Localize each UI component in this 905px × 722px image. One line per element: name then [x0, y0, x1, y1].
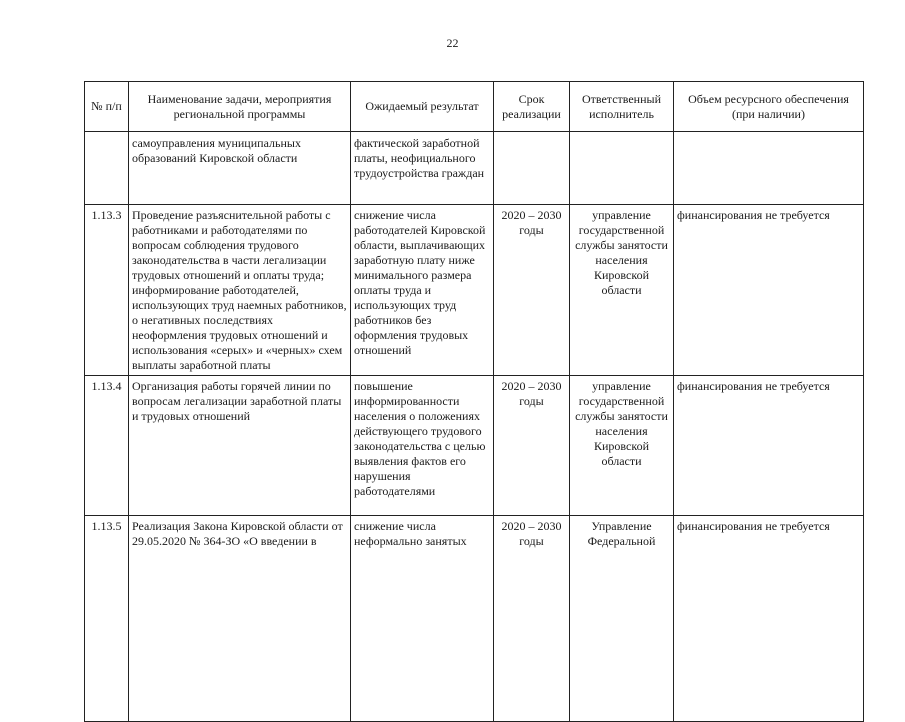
row-result: снижение числа работодателей Кировской области, выплачивающих заработную плату ниже минимального размера оплаты труда и использующих труд работников без оформления трудовых отношений: [351, 205, 494, 376]
row-executor: [570, 132, 674, 205]
header-num: № п/п: [85, 82, 129, 132]
row-result: фактической заработной платы, неофициального трудоустройства граждан: [351, 132, 494, 205]
row-executor: Управление Федеральной: [570, 516, 674, 722]
row-result: повышение информированности населения о положениях действующего трудового законодательства с целью выявления фактов его нарушения работодателями: [351, 376, 494, 516]
row-num: 1.13.5: [85, 516, 129, 722]
header-task: Наименование задачи, мероприятия региональной программы: [129, 82, 351, 132]
row-resources: финансирования не требуется: [674, 516, 864, 722]
row-task: Организация работы горячей линии по вопросам легализации заработной платы и трудовых отношений: [129, 376, 351, 516]
row-task: Реализация Закона Кировской области от 29.05.2020 № 364-ЗО «О введении в: [129, 516, 351, 722]
row-resources: [674, 132, 864, 205]
header-executor: Ответственный исполнитель: [570, 82, 674, 132]
row-result: снижение числа неформально занятых: [351, 516, 494, 722]
table-row: [85, 205, 864, 376]
row-num: 1.13.3: [85, 205, 129, 376]
program-table: [84, 81, 864, 722]
row-executor: управление государственной службы занятости населения Кировской области: [570, 205, 674, 376]
table-row: [85, 376, 864, 516]
page-number: 22: [446, 36, 459, 50]
table-row: [85, 516, 864, 722]
row-term: 2020 – 2030 годы: [494, 205, 570, 376]
row-resources: финансирования не требуется: [674, 376, 864, 516]
row-resources: финансирования не требуется: [674, 205, 864, 376]
row-num: [85, 132, 129, 205]
table-row: [85, 132, 864, 205]
row-num: 1.13.4: [85, 376, 129, 516]
table-header-row: [85, 82, 864, 132]
row-term: 2020 – 2030 годы: [494, 516, 570, 722]
header-result: Ожидаемый результат: [351, 82, 494, 132]
header-resources: Объем ресурсного обеспечения (при наличии): [674, 82, 864, 132]
row-term: 2020 – 2030 годы: [494, 376, 570, 516]
header-term: Срок реализации: [494, 82, 570, 132]
row-executor: управление государственной службы занятости населения Кировской области: [570, 376, 674, 516]
row-task: Проведение разъяснительной работы с работниками и работодателями по вопросам соблюдения трудового законодательства в части легализации трудовых отношений и оплаты труда; информирование работодателей, использующих труд наемных работников, о негативных последствиях неоформления трудовых отношений и использования «серых» и «черных» схем выплаты заработной платы: [129, 205, 351, 376]
row-task: самоуправления муниципальных образований Кировской области: [129, 132, 351, 205]
row-term: [494, 132, 570, 205]
